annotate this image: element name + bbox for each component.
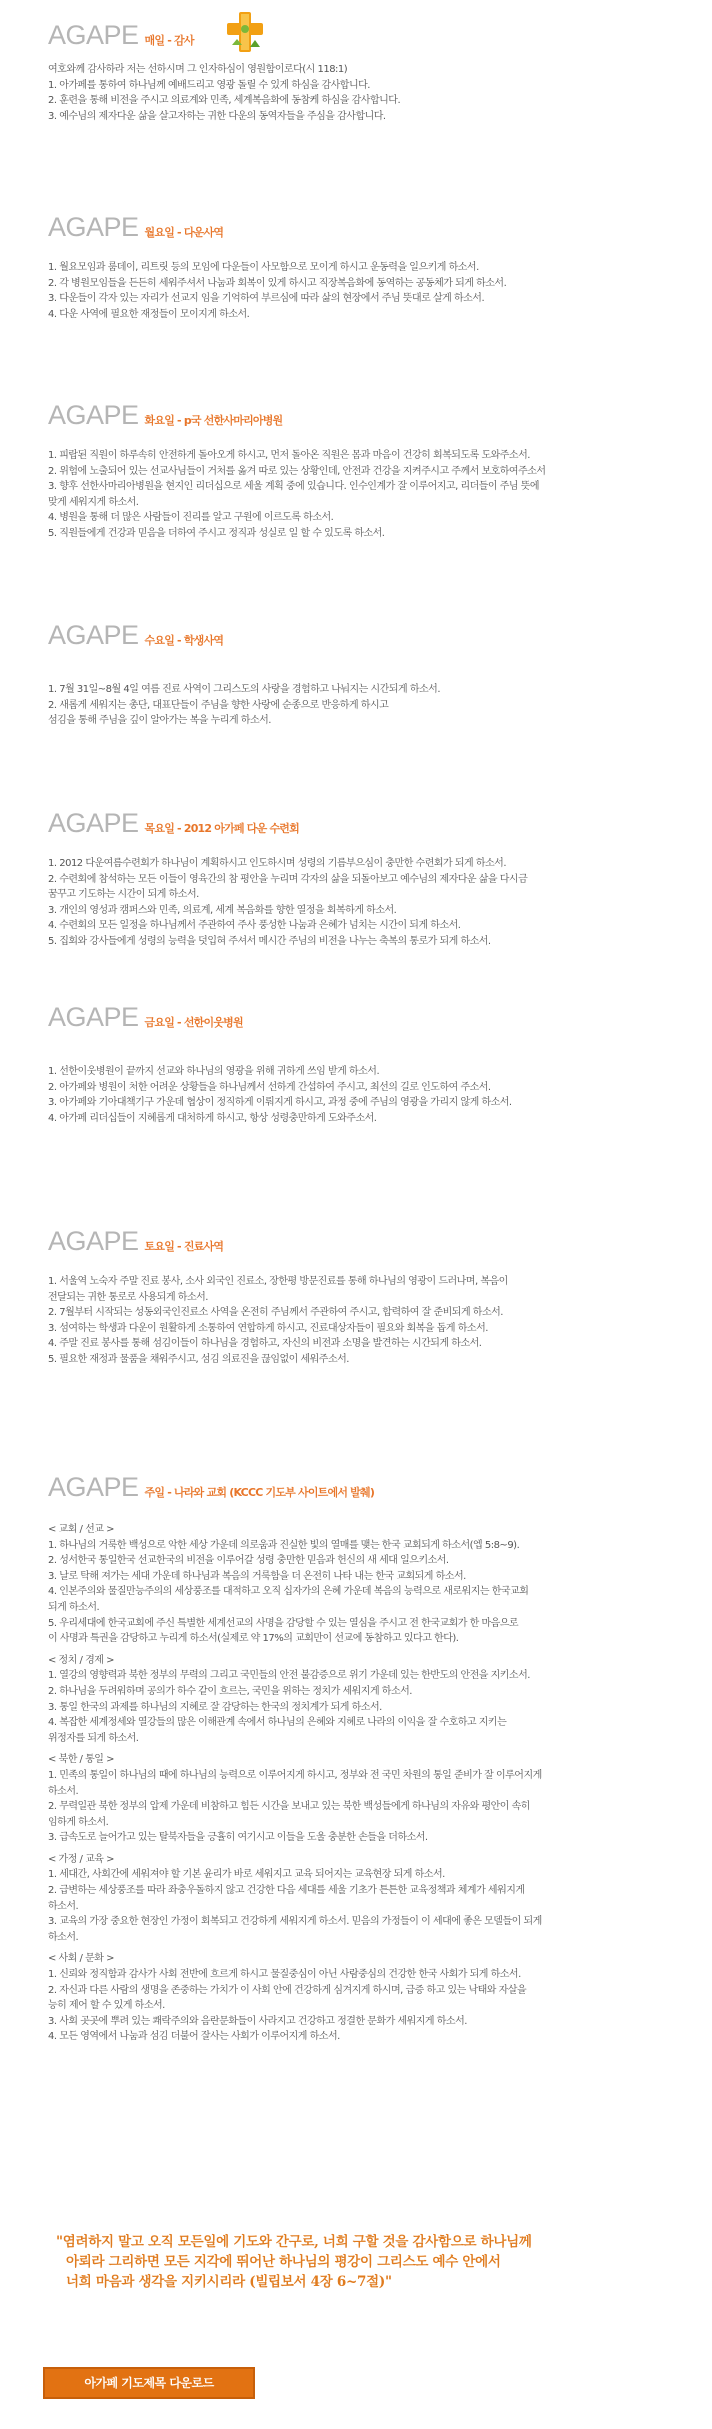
prayer-item: 꿈꾸고 기도하는 시간이 되게 하소서. <box>48 889 199 901</box>
category-heading: < 정치 / 경제 > <box>48 1654 114 1666</box>
prayer-item: 하소서. <box>48 1785 79 1797</box>
section-heading <box>48 1226 223 1260</box>
prayer-item: 2. 수련회에 참석하는 모든 이들이 영육간의 참 평안을 누리며 각자의 삶을 되돌아보고 예수님의 제자다운 삶을 다시금 <box>48 873 528 885</box>
prayer-item: 1. 선한이웃병원이 끝까지 선교와 하나님의 영광을 위해 귀하게 쓰임 받게 하소서. <box>48 1066 380 1077</box>
prayer-item: 하소서. <box>48 1931 79 1943</box>
prayer-item: 3. 통일 한국의 과제를 하나님의 지혜로 잘 감당하는 한국의 정치계가 되게 하소서. <box>48 1701 382 1713</box>
section-subtitle: 매일 - 감사 <box>144 34 194 47</box>
agape-logo-text: AGAPE <box>48 212 139 242</box>
quote-line: 아뢰라 그리하면 모든 지각에 뛰어난 하나님의 평강이 그리스도 예수 안에서 <box>66 2254 501 2270</box>
prayer-list <box>48 62 698 124</box>
prayer-item: 3. 아가페와 기아대책기구 가운데 협상이 정직하게 이뤄지게 하시고, 과정 중에 주님의 영광을 가리지 않게 하소서. <box>48 1097 512 1109</box>
prayer-list <box>48 1064 698 1126</box>
prayer-item: 2. 7월부터 시작되는 성동외국인진료소 사역을 온전히 주님께서 주관하여 주시고, 합력하여 잘 준비되게 하소서. <box>48 1307 503 1319</box>
prayer-item: 3. 예수님의 제자다운 삶을 살고자하는 귀한 다운의 동역자들을 주심을 감사합니다. <box>48 110 386 122</box>
section-subtitle: 토요일 - 진료사역 <box>144 1240 224 1253</box>
download-prayer-list-button[interactable]: 아가페 기도제목 다운로드 <box>43 2367 255 2399</box>
section-heading <box>48 808 299 842</box>
prayer-item: 2. 위험에 노출되어 있는 선교사님들이 거처를 옮겨 따로 있는 상황인데, 안전과 건강을 지켜주시고 주께서 보호하여주소서 <box>48 465 546 477</box>
agape-logo-text: AGAPE <box>48 400 139 430</box>
category-heading: < 교회 / 선교 > <box>48 1524 114 1535</box>
prayer-list <box>48 856 698 950</box>
prayer-item: 1. 7월 31일~8월 4일 여름 진료 사역이 그리스도의 사랑을 경험하고 나눠지는 시간되게 하소서. <box>48 684 440 695</box>
prayer-item: 3. 교육의 가장 중요한 현장인 가정이 회복되고 건강하게 세워지게 하소서. 믿음의 가정들이 이 세대에 좋은 모델들이 되게 <box>48 1916 542 1928</box>
prayer-item: 1. 아가페를 통하여 하나님께 예배드리고 영광 돌릴 수 있게 하심을 감사합니다. <box>48 79 370 91</box>
prayer-item: 3. 개인의 영성과 캠퍼스와 민족, 의료계, 세계 복음화를 향한 열정을 회복하게 하소서. <box>48 904 397 916</box>
quote-line: 너희 마음과 생각을 지키시리라 (빌립보서 4장 6~7절)" <box>66 2274 392 2290</box>
prayer-item: 1. 열강의 영향력과 북한 정부의 무력의 그리고 국민들의 안전 불감증으로 위기 가운데 있는 한반도의 안전을 지키소서. <box>48 1670 530 1682</box>
section-heading <box>48 212 223 246</box>
prayer-list <box>48 1522 698 2045</box>
prayer-list <box>48 682 698 729</box>
prayer-item: 3. 섬여하는 학생과 다운이 원활하게 소통하여 연합하게 하시고, 진료대상자들이 필요와 회복을 돕게 하소서. <box>48 1322 488 1334</box>
cross-icon <box>224 10 266 54</box>
prayer-item: 되게 하소서. <box>48 1601 100 1613</box>
prayer-item: 2. 자신과 다른 사람의 생명을 존중하는 가치가 이 사회 안에 건강하게 심겨지게 하시며, 급증 하고 있는 낙태와 자살을 <box>48 1984 527 1996</box>
prayer-item: 2. 무력일관 북한 정부의 압제 가운데 비참하고 힘든 시간을 보내고 있는 북한 백성들에게 하나님의 자유와 평안이 속히 <box>48 1801 530 1813</box>
prayer-item: 4. 수련회의 모든 일정을 하나님께서 주관하여 주사 풍성한 나눔과 은혜가 넘치는 시간이 되게 하소서. <box>48 920 461 932</box>
agape-logo-text: AGAPE <box>48 808 139 838</box>
prayer-item: 3. 향후 선한사마리아병원을 현지인 리더십으로 세울 계획 중에 있습니다. 인수인계가 잘 이루어지고, 리더들이 주님 뜻에 <box>48 481 540 493</box>
prayer-list <box>48 260 698 322</box>
agape-logo-text: AGAPE <box>48 1226 139 1256</box>
prayer-item: 3. 다운들이 각자 있는 자리가 선교지 임을 기억하여 부르심에 따라 삶의 현장에서 주님 뜻대로 살게 하소서. <box>48 293 485 305</box>
section-subtitle: 화요일 - p국 선한사마리아병원 <box>144 414 283 427</box>
prayer-item: 1. 하나님의 거룩한 백성으로 악한 세상 가운데 의로움과 진실한 빛의 열매를 맺는 한국 교회되게 하소서(엡 5:8~9). <box>48 1539 520 1551</box>
agape-logo-text: AGAPE <box>48 1002 139 1032</box>
scripture-quote <box>56 2232 532 2292</box>
prayer-item: 4. 아가페 리더십들이 지혜롭게 대처하게 하시고, 항상 성령충만하게 도와주소서. <box>48 1112 377 1124</box>
prayer-item: 2. 새롭게 세워지는 총단, 대표단들이 주님을 향한 사랑에 순종으로 반응하게 하시고 <box>48 699 389 711</box>
prayer-list <box>48 448 698 542</box>
prayer-item: 4. 병원을 통해 더 많은 사람들이 진리를 알고 구원에 이르도록 하소서. <box>48 512 334 524</box>
prayer-item: 능히 제어 할 수 있게 하소서. <box>48 2000 165 2012</box>
prayer-item: 임하게 하소서. <box>48 1816 109 1828</box>
prayer-item: 1. 세대간, 사회간에 세워져야 할 기본 윤리가 바로 세워지고 교육 되어지는 교육현장 되게 하소서. <box>48 1869 445 1881</box>
prayer-item: 4. 인본주의와 물질만능주의의 세상풍조를 대적하고 오직 십자가의 은혜 가운데 복음의 능력으로 새로워지는 한국교회 <box>48 1586 529 1598</box>
prayer-item: 섬김을 통해 주님을 깊이 알아가는 복을 누리게 하소서. <box>48 715 271 727</box>
prayer-item: 4. 주말 진료 봉사를 통해 섬김이들이 하나님을 경험하고, 자신의 비전과 소명을 발견하는 시간되게 하소서. <box>48 1338 482 1350</box>
prayer-list <box>48 1274 698 1368</box>
prayer-item: 1. 신뢰와 정직함과 감사가 사회 전반에 흐르게 하시고 물질중심이 아닌 사람중심의 건강한 한국 사회가 되게 하소서. <box>48 1969 521 1981</box>
prayer-item: 위정자를 되게 하소서. <box>48 1732 139 1744</box>
prayer-item: 1. 월요모임과 룸데이, 리트릿 등의 모임에 다운들이 사모함으로 모이게 하시고 운동력을 일으키게 하소서. <box>48 262 479 273</box>
prayer-item: 2. 하나님을 두려워하며 공의가 하수 같이 흐르는, 국민을 위하는 정치가 세워지게 하소서. <box>48 1685 412 1697</box>
prayer-item: 2. 아가페와 병원이 처한 어려운 상황들을 하나님께서 선하게 간섭하여 주시고, 최선의 길로 인도하여 주소서. <box>48 1081 491 1093</box>
prayer-item: 2. 훈련을 통해 비전을 주시고 의료계와 민족, 세계복음화에 동참케 하심을 감사합니다. <box>48 95 401 107</box>
prayer-item: 5. 직원들에게 건강과 믿음을 더하여 주시고 정직과 성실로 일 할 수 있도록 하소서. <box>48 527 385 539</box>
prayer-item: 여호와께 감사하라 저는 선하시며 그 인자하심이 영원함이로다(시 118:1) <box>48 64 348 75</box>
category-heading: < 사회 / 문화 > <box>48 1953 114 1965</box>
prayer-item: 5. 우리세대에 한국교회에 주신 특별한 세계선교의 사명을 감당할 수 있는 열심을 주시고 전 한국교회가 한 마음으로 <box>48 1617 519 1629</box>
prayer-item: 2. 각 병원모임들을 든든히 세워주셔서 나눔과 회복이 있게 하시고 직장복음화에 동역하는 공동체가 되게 하소서. <box>48 277 507 289</box>
section-subtitle: 목요일 - 2012 아가페 다운 수련회 <box>144 822 299 835</box>
prayer-item: 1. 서울역 노숙자 주말 진료 봉사, 소사 외국인 진료소, 장한평 방문진료를 통해 하나님의 영광이 드러나며, 복음이 <box>48 1276 508 1287</box>
prayer-item: 5. 필요한 재정과 물품을 채워주시고, 섬김 의료진을 끊임없이 세워주소서. <box>48 1353 349 1365</box>
prayer-item: 3. 사회 곳곳에 뿌려 있는 쾌락주의와 음란문화들이 사라지고 건강하고 정결한 문화가 세워지게 하소서. <box>48 2015 467 2027</box>
prayer-item: 1. 피랍된 직원이 하루속히 안전하게 돌아오게 하시고, 먼저 돌아온 직원은 몸과 마음이 건강히 회복되도록 도와주소서. <box>48 450 530 461</box>
prayer-item: 4. 복잡한 세계정세와 열강들의 많은 이해관계 속에서 하나님의 은혜와 지혜로 나라의 이익을 잘 수호하고 지키는 <box>48 1717 507 1729</box>
section-heading <box>48 20 194 54</box>
prayer-item: 2. 급변하는 세상풍조를 따라 좌충우돌하지 않고 건강한 다음 세대를 세울 기초가 튼튼한 교육정책과 체계가 세워지게 <box>48 1885 525 1897</box>
prayer-item: 전달되는 귀한 통로로 사용되게 하소서. <box>48 1291 208 1303</box>
section-subtitle: 금요일 - 선한이웃병원 <box>144 1016 243 1029</box>
prayer-item: 맞게 세워지게 하소서. <box>48 496 139 508</box>
quote-line: "염려하지 말고 오직 모든일에 기도와 간구로, 너희 구할 것을 감사함으로 하나님께 <box>56 2234 532 2250</box>
prayer-item: 3. 급속도로 늘어가고 있는 탈북자들을 긍휼히 여기시고 이들을 도울 충분한 손들을 더하소서. <box>48 1832 428 1844</box>
prayer-item: 4. 모든 영역에서 나눔과 섬김 더불어 잘사는 사회가 이루어지게 하소서. <box>48 2031 340 2043</box>
agape-logo-text: AGAPE <box>48 620 139 650</box>
section-heading <box>48 620 223 654</box>
prayer-item: 3. 날로 탁해 져가는 세대 가운데 하나님과 복음의 거룩함을 더 온전히 나타 내는 한국 교회되게 하소서. <box>48 1570 466 1582</box>
section-subtitle: 수요일 - 학생사역 <box>144 634 224 647</box>
section-subtitle: 월요일 - 다운사역 <box>144 226 224 239</box>
prayer-item: 1. 2012 다운여름수련회가 하나님이 계획하시고 인도하시며 성령의 기름부으심이 충만한 수련회가 되게 하소서. <box>48 858 507 869</box>
prayer-item: 4. 다운 사역에 필요한 재정들이 모이지게 하소서. <box>48 308 250 320</box>
section-heading <box>48 1472 374 1506</box>
section-heading <box>48 1002 243 1036</box>
prayer-item: 5. 집회와 강사들에게 성령의 능력을 덧입혀 주셔서 메시간 주님의 비전을 나누는 축복의 통로가 되게 하소서. <box>48 935 491 947</box>
section-subtitle: 주일 - 나라와 교회 (KCCC 기도부 사이트에서 발췌) <box>144 1486 375 1499</box>
section-heading <box>48 400 282 434</box>
prayer-item: 하소서. <box>48 1900 79 1912</box>
prayer-item: 이 사명과 특권을 감당하고 누리게 하소서(실제로 약 17%의 교회만이 선교에 동참하고 있다고 한다). <box>48 1633 459 1645</box>
prayer-item: 2. 성서한국 통일한국 선교한국의 비전을 이루어갈 성령 충만한 믿음과 헌신의 새 세대 일으키소서. <box>48 1555 449 1567</box>
agape-logo-text: AGAPE <box>48 1472 139 1502</box>
category-heading: < 가정 / 교육 > <box>48 1853 114 1865</box>
agape-logo-text: AGAPE <box>48 20 139 50</box>
category-heading: < 북한 / 통일 > <box>48 1754 114 1766</box>
prayer-item: 1. 민족의 통일이 하나님의 때에 하나님의 능력으로 이루어지게 하시고, 정부와 전 국민 차원의 통일 준비가 잘 이루어지게 <box>48 1769 542 1781</box>
